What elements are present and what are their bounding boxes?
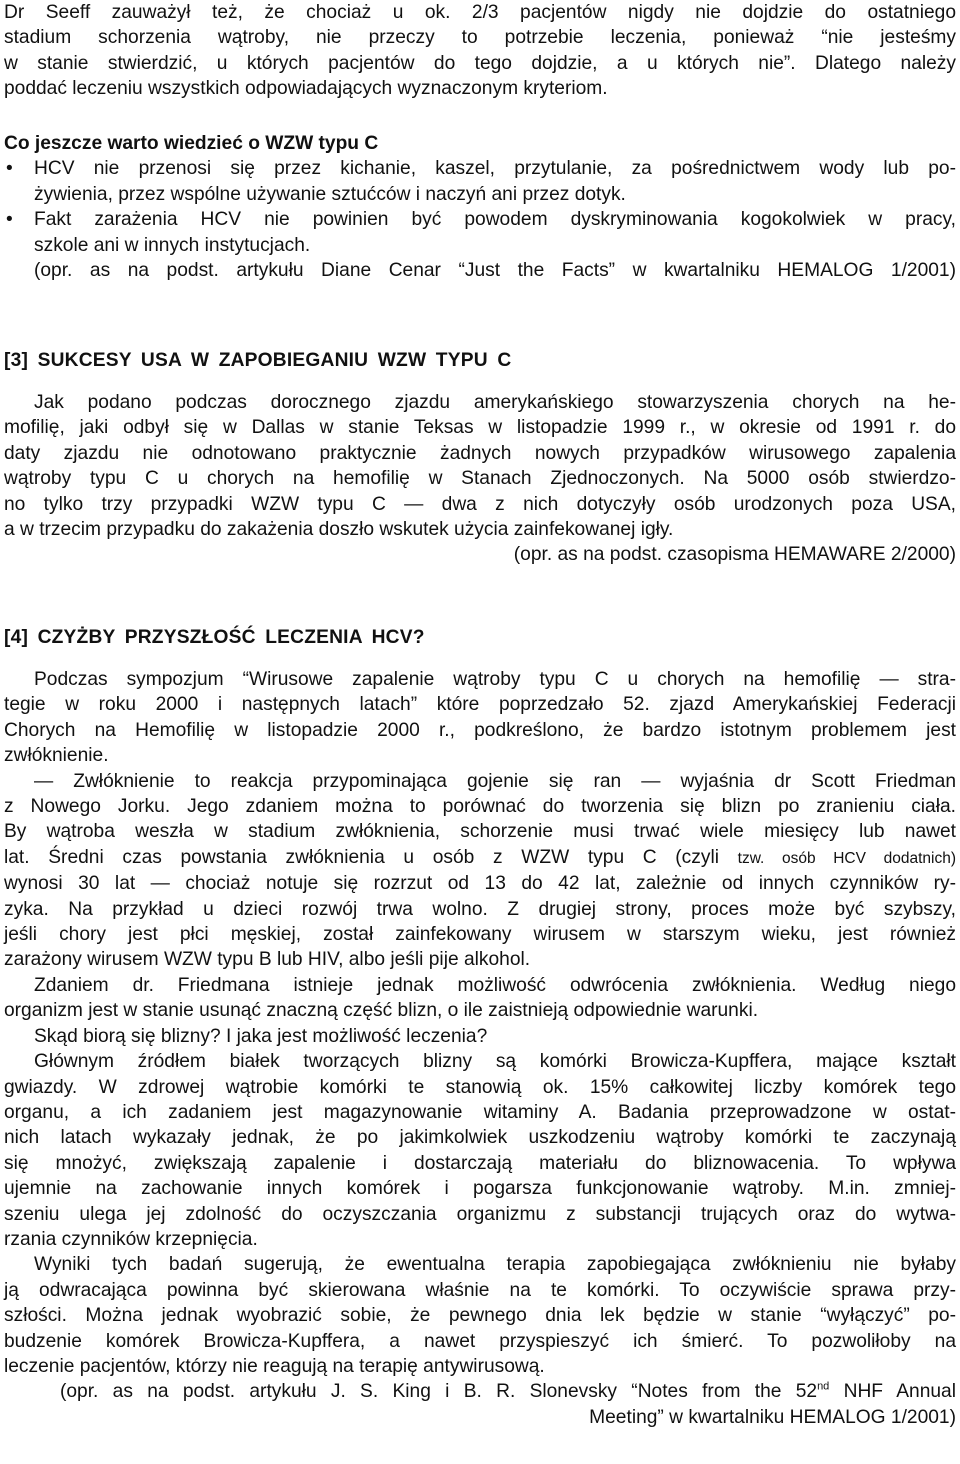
section-4-line: Wyniki tych badań sugerują, że ewentualna terapia zapobiegająca zwłóknieniu nie byłaby	[34, 1254, 956, 1276]
section-3	[4, 348, 956, 373]
intro-line: stadium schorzenia wątroby, nie przeczy to potrzebie leczenia, ponieważ “nie jesteśmy	[4, 27, 956, 49]
section-4-line: Zdaniem dr. Friedmana istnieje jednak możliwość odwrócenia zwłóknienia. Według niego	[34, 974, 956, 996]
section-4-line: — Zwłóknienie to reakcja przypominająca gojenie się ran — wyjaśnia dr Scott Friedman	[34, 770, 956, 792]
section-4-line: jeśli chory jest płci męskiej, został zainfekowany wirusem w starszym wieku, jest również	[4, 924, 956, 946]
section-4-line: zyka. Na przykład u dzieci rozwój trwa wolno. Z drugiej strony, proces może być szybszy,	[4, 898, 956, 920]
list-item	[4, 207, 956, 258]
fact-line: HCV nie przenosi się przez kichanie, kaszel, przytulanie, za pośrednictwem wody lub po-	[34, 158, 956, 180]
section-4-line: zwłóknienie.	[4, 745, 109, 767]
section-4-line: się mnożyć, zwiększają zapalenie i dostarczają materiału do bliznowacenia. To wpływa	[4, 1152, 956, 1174]
intro-line: w stanie stwierdzić, u których pacjentów do tego dojdzie, a u których nie”. Dlatego należy	[4, 52, 956, 74]
section-4-line: gwiazdy. W zdrowej wątrobie komórki te stanowią ok. 15% całkowitej liczby komórek tego	[4, 1076, 956, 1098]
section-4-line: ujemnie na zachowanie innych komórek i pogarsza funkcjonowanie wątroby. M.in. zmniej-	[4, 1178, 956, 1200]
section-4-line: Głównym źródłem białek tworzących blizny są komórki Browicza-Kupffera, mające kształt	[34, 1051, 956, 1073]
section-3-source: (opr. as na podst. czasopisma HEMAWARE 2/2000)	[513, 544, 956, 566]
section-4-source-text: (opr. as na podst. artykułu J. S. King i B. R. Slonevsky “Notes from the 52	[60, 1381, 818, 1403]
section-4-line: Chorych na Hemofilię w listopadzie 2000 r., podkreślono, że bardzo istotnym problemem jest	[4, 719, 956, 741]
section-4-title: [4] CZYŻBY PRZYSZŁOŚĆ LECZENIA HCV?	[4, 627, 425, 648]
intro-line: Dr Seeff zauważył też, że chociaż u ok. 2/3 pacjentów nigdy nie dojdzie do ostatniego	[4, 2, 956, 23]
section-4-line	[4, 845, 956, 871]
bullet-icon: •	[6, 209, 13, 231]
section-4-line: organu, a ich zadaniem jest magazynowanie witaminy A. Badania przeprowadzone w ostat-	[4, 1101, 956, 1123]
section-4-line: ją odwracająca powinna być skierowana właśnie na te komórki. To oczywiście sprawa przy-	[4, 1279, 956, 1301]
section-4-line: szłości. Można jednak wyobrazić sobie, że pewnego dnia lek będzie w stanie “wyłączyć” po-	[4, 1305, 956, 1327]
section-4	[4, 625, 956, 650]
section-4-line: nich latach wykazały jednak, że po jakimkolwiek uszkodzeniu wątroby komórki te zaczynają	[4, 1127, 956, 1149]
section-3-line: daty zjazdu nie odnotowano praktycznie żadnych nowych przypadków wirusowego zapalenia	[4, 442, 956, 464]
section-4-line: zarażony wirusem WZW typu B lub HIV, albo jeśli pije alkohol.	[4, 949, 531, 971]
section-3-line: Jak podano podczas dorocznego zjazdu amerykańskiego stowarzyszenia chorych na he-	[34, 392, 956, 413]
section-4-source-sup: nd	[817, 1380, 830, 1393]
section-3-line: no tylko trzy przypadki WZW typu C — dwa z nich dotyczyły osób urodzonych poza USA,	[4, 493, 956, 515]
section-4-body	[4, 667, 956, 1430]
intro-line: poddać leczeniu wszystkich odpowiadających wyznaczonym kryteriom.	[4, 78, 608, 100]
bullet-icon: •	[6, 158, 13, 180]
fact-line: żywienia, przez wspólne używanie sztućców i naczyń ani przez dotyk.	[34, 183, 626, 205]
section-3-title: [3] SUKCESY USA W ZAPOBIEGANIU WZW TYPU C	[4, 350, 512, 371]
section-4-line: Podczas sympozjum “Wirusowe zapalenie wątroby typu C u chorych na hemofilię — stra-	[34, 669, 956, 690]
section-4-line: leczenie pacjentów, którzy nie reagują na terapię antywirusową.	[4, 1355, 545, 1377]
section-4-line: z Nowego Jorku. Jego zdaniem można to porównać do tworzenia się blizn po zranieniu ciała.	[4, 796, 956, 818]
section-4-line: szeniu ulega jej zdolność do oczyszczania organizmu z substancji trujących oraz do wytwa-	[4, 1203, 956, 1225]
facts-list	[4, 156, 956, 258]
section-4-line: budzenie komórek Browicza-Kupffera, a nawet przyspieszyć ich śmierć. To pozwoliłoby na	[4, 1330, 956, 1352]
section-3-line: wątroby typu C u chorych na hemofilię w Stanach Zjednoczonych. Na 5000 osób stwierdzo-	[4, 468, 956, 490]
section-4-line: tegie w roku 2000 i następnych latach” które poprzedzało 52. zjazd Amerykańskiej Federacji	[4, 694, 956, 716]
section-4-line: By wątroba weszła w stadium zwłóknienia, schorzenie musi trwać wiele miesięcy lub nawet	[4, 821, 956, 843]
section-3-line: a w trzecim przypadku do zakażenia doszło wskutek użycia zainfekowanej igły.	[4, 519, 674, 541]
section-4-line: wynosi 30 lat — chociaż notuje się rozrzut od 13 do 42 lat, zależnie od innych czynników ry-	[4, 873, 956, 895]
list-item	[4, 156, 956, 207]
section-3-body	[4, 390, 956, 568]
section-4-line: Skąd biorą się blizny? I jaka jest możliwość leczenia?	[34, 1025, 488, 1047]
section-4-source: Meeting” w kwartalniku HEMALOG 1/2001)	[589, 1406, 956, 1428]
section-4-line: organizm jest w stanie usunąć znaczną część blizn, o ile zaistnieją odpowiednie warunki.	[4, 1000, 759, 1022]
section-4-source	[4, 1379, 956, 1404]
section-4-line: rzania czynników krzepnięcia.	[4, 1228, 258, 1250]
fact-line: Fakt zarażenia HCV nie powinien być powodem dyskryminowania kogokolwiek w pracy,	[34, 209, 956, 231]
section-4-source-text: NHF Annual	[829, 1381, 956, 1403]
facts-heading: Co jeszcze warto wiedzieć o WZW typu C	[4, 133, 379, 154]
section-3-line: mofilię, jaki odbył się w Dallas w stanie Teksas w listopadzie 1999 r., w okresie od 1991 r. do	[4, 417, 956, 439]
fact-line: szkole ani w innych instytucjach.	[34, 234, 311, 256]
section-4-small-text: tzw. osób HCV dodatnich)	[737, 849, 956, 867]
facts-section	[4, 131, 956, 283]
section-4-line-text: lat. Średni czas powstania zwłóknienia u osób z WZW typu C (czyli	[4, 846, 738, 868]
facts-source: (opr. as na podst. artykułu Diane Cenar “Just the Facts” w kwartalniku HEMALOG 1/2001)	[34, 260, 956, 282]
intro-paragraph	[4, 0, 956, 102]
